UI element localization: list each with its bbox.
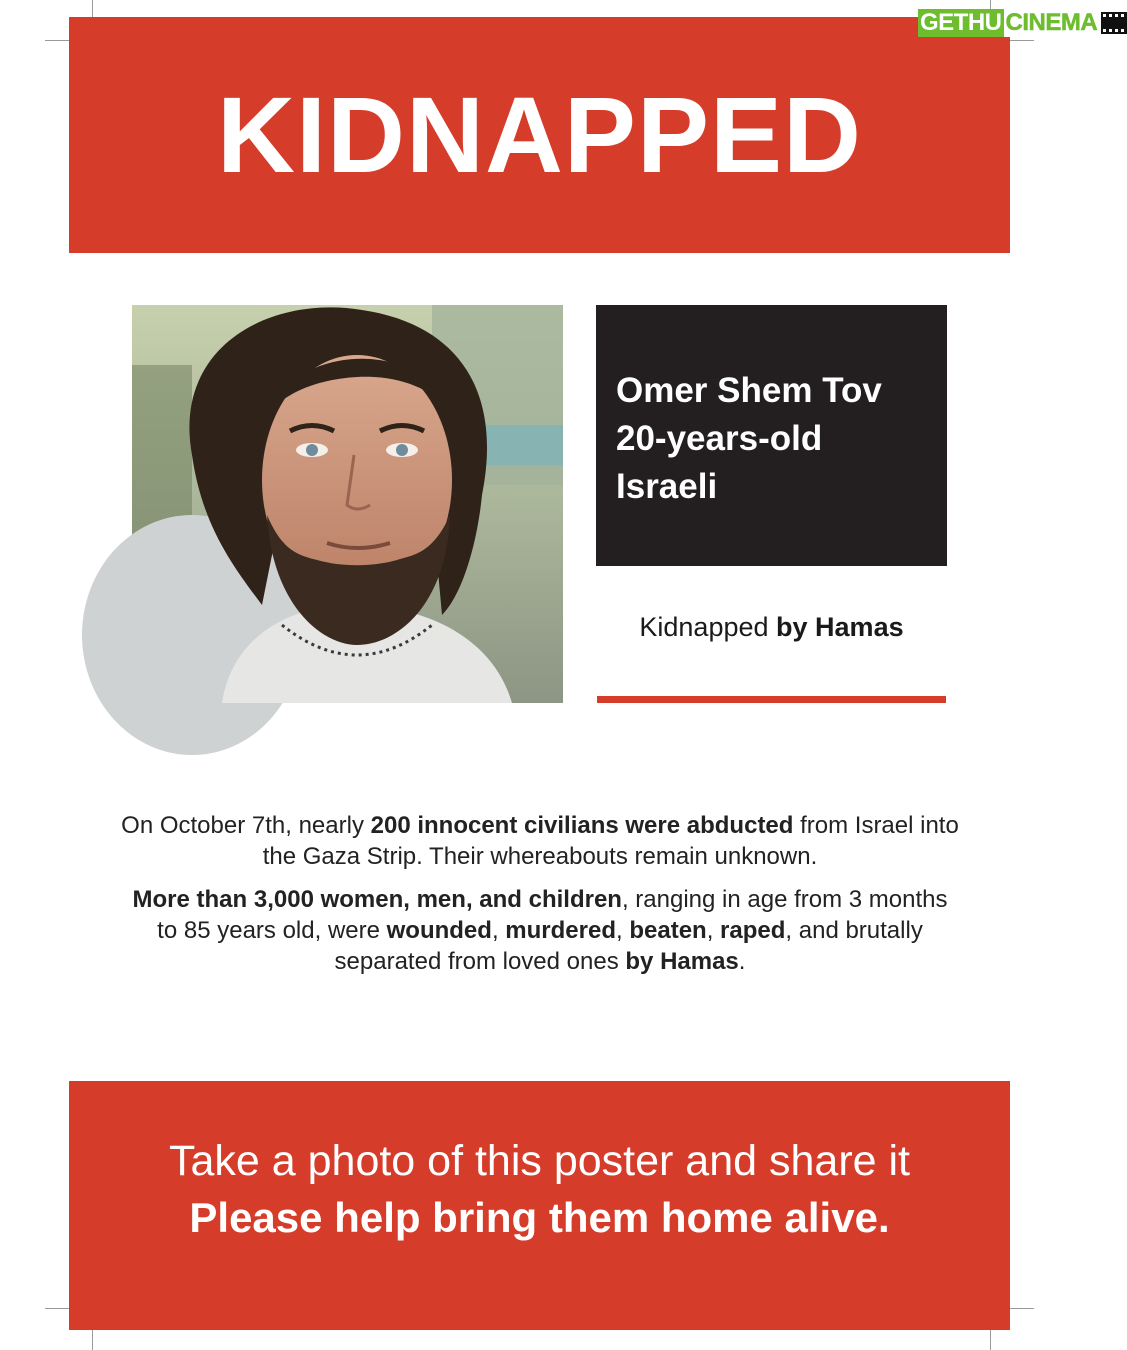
text-span: , [491, 917, 506, 944]
paragraph-2 [120, 884, 960, 977]
film-strip-icon [1101, 12, 1127, 34]
text-bold: 200 innocent civilians were abducted [370, 812, 794, 839]
body-text [120, 810, 960, 989]
share-instruction: Take a photo of this poster and share it [168, 1137, 910, 1185]
call-to-action: Please help bring them home alive. [189, 1194, 890, 1241]
poster-title: KIDNAPPED [216, 74, 863, 195]
text-bold: wounded [386, 917, 492, 944]
text-span: . [738, 948, 746, 975]
person-age: 20-years-old [616, 419, 823, 458]
text-span: , ranging in age from 3 months to 85 years old, were [157, 886, 948, 944]
footer-banner [69, 1081, 1010, 1330]
by-prefix: Kidnapped [639, 612, 769, 642]
crop-mark [45, 1308, 69, 1309]
crop-mark [1010, 1308, 1034, 1309]
header-banner [69, 17, 1010, 253]
text-span: , and brutally separated from loved ones [334, 917, 923, 975]
person-name: Omer Shem Tov [616, 371, 882, 410]
by-perpetrator: by Hamas [776, 612, 904, 642]
watermark-part1: GETHU [920, 9, 1002, 36]
person-info-box [596, 305, 947, 566]
text-span: On October 7th, nearly [121, 812, 371, 839]
person-photo [132, 305, 563, 703]
watermark-part2: CINEMA [1005, 9, 1098, 36]
watermark-logo [918, 8, 1127, 38]
text-bold: beaten [629, 917, 707, 944]
kidnapped-by-line [596, 612, 947, 643]
text-bold: by Hamas [625, 948, 739, 975]
text-span: from Israel into the Gaza Strip. Their whereabouts remain unknown. [262, 812, 959, 870]
text-bold: murdered [505, 917, 616, 944]
paragraph-1 [120, 810, 960, 872]
crop-mark [45, 40, 69, 41]
portrait-illustration [132, 305, 563, 703]
crop-mark [1010, 40, 1034, 41]
text-span: , [706, 917, 721, 944]
text-span: , [616, 917, 630, 944]
text-bold: More than 3,000 women, men, and children [132, 886, 622, 913]
red-divider [597, 696, 946, 703]
text-bold: raped [720, 917, 786, 944]
person-nationality: Israeli [616, 467, 718, 506]
